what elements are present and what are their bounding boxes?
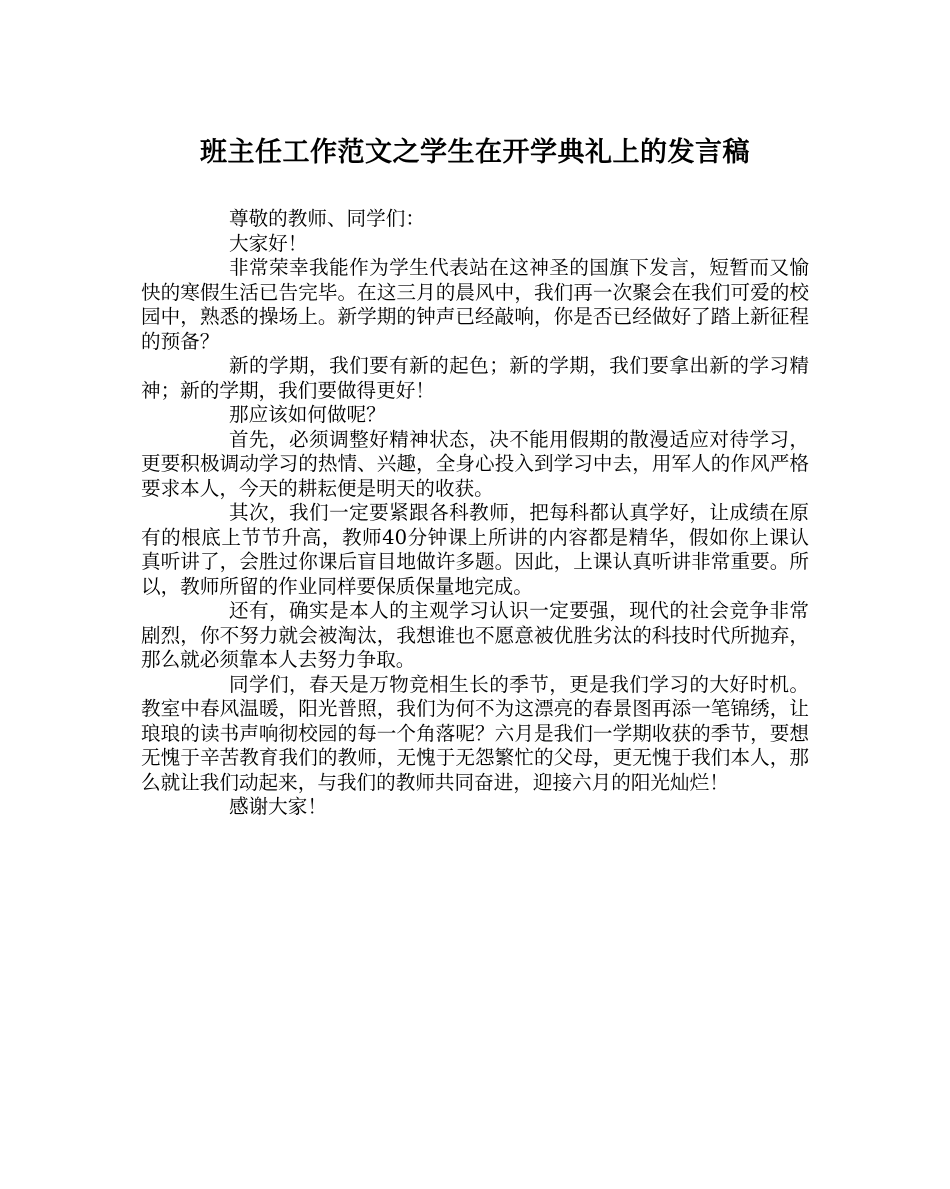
body-paragraph: 其次，我们一定要紧跟各科教师，把每科都认真学好，让成绩在原有的根底上节节升高，教师40分钟课上所讲的内容都是精华，假如你上课认真听讲了，会胜过你课后盲目地做许多题。因此，上课认真听讲非常重要。所以，教师所留的作业同样要保质保量地完成。 — [141, 501, 809, 598]
document-body — [141, 207, 809, 820]
body-paragraph: 同学们，春天是万物竞相生长的季节，更是我们学习的大好时机。教室中春风温暖，阳光普照，我们为何不为这漂亮的春景图再添一笔锦绣，让琅琅的读书声响彻校园的每一个角落呢？六月是我们一学期收获的季节，要想无愧于辛苦教育我们的教师，无愧于无怨繁忙的父母，更无愧于我们本人，那么就让我们动起来，与我们的教师共同奋进，迎接六月的阳光灿烂！ — [141, 672, 809, 794]
closing-paragraph: 感谢大家！ — [229, 795, 327, 818]
body-paragraph: 新的学期，我们要有新的起色；新的学期，我们要拿出新的学习精神；新的学期，我们要做得更好！ — [141, 354, 809, 402]
salutation-paragraph: 尊敬的教师、同学们： — [229, 207, 425, 230]
body-paragraph: 非常荣幸我能作为学生代表站在这神圣的国旗下发言，短暂而又愉快的寒假生活已告完毕。在这三月的晨风中，我们再一次聚会在我们可爱的校园中，熟悉的操场上。新学期的钟声已经敲响，你是否已经做好了踏上新征程的预备？ — [141, 256, 809, 353]
body-paragraph: 首先，必须调整好精神状态，决不能用假期的散漫适应对待学习，更要积极调动学习的热情、兴趣，全身心投入到学习中去，用军人的作风严格要求本人，今天的耕耘便是明天的收获。 — [141, 427, 809, 500]
document-title: 班主任工作范文之学生在开学典礼上的发言稿 — [200, 137, 750, 168]
body-paragraph: 那应该如何做呢？ — [229, 403, 386, 426]
greeting-paragraph: 大家好！ — [229, 231, 308, 255]
body-paragraph: 还有，确实是本人的主观学习认识一定要强，现代的社会竞争非常剧烈，你不努力就会被淘汰，我想谁也不愿意被优胜劣汰的科技时代所抛弃，那么就必须靠本人去努力争取。 — [141, 599, 809, 671]
